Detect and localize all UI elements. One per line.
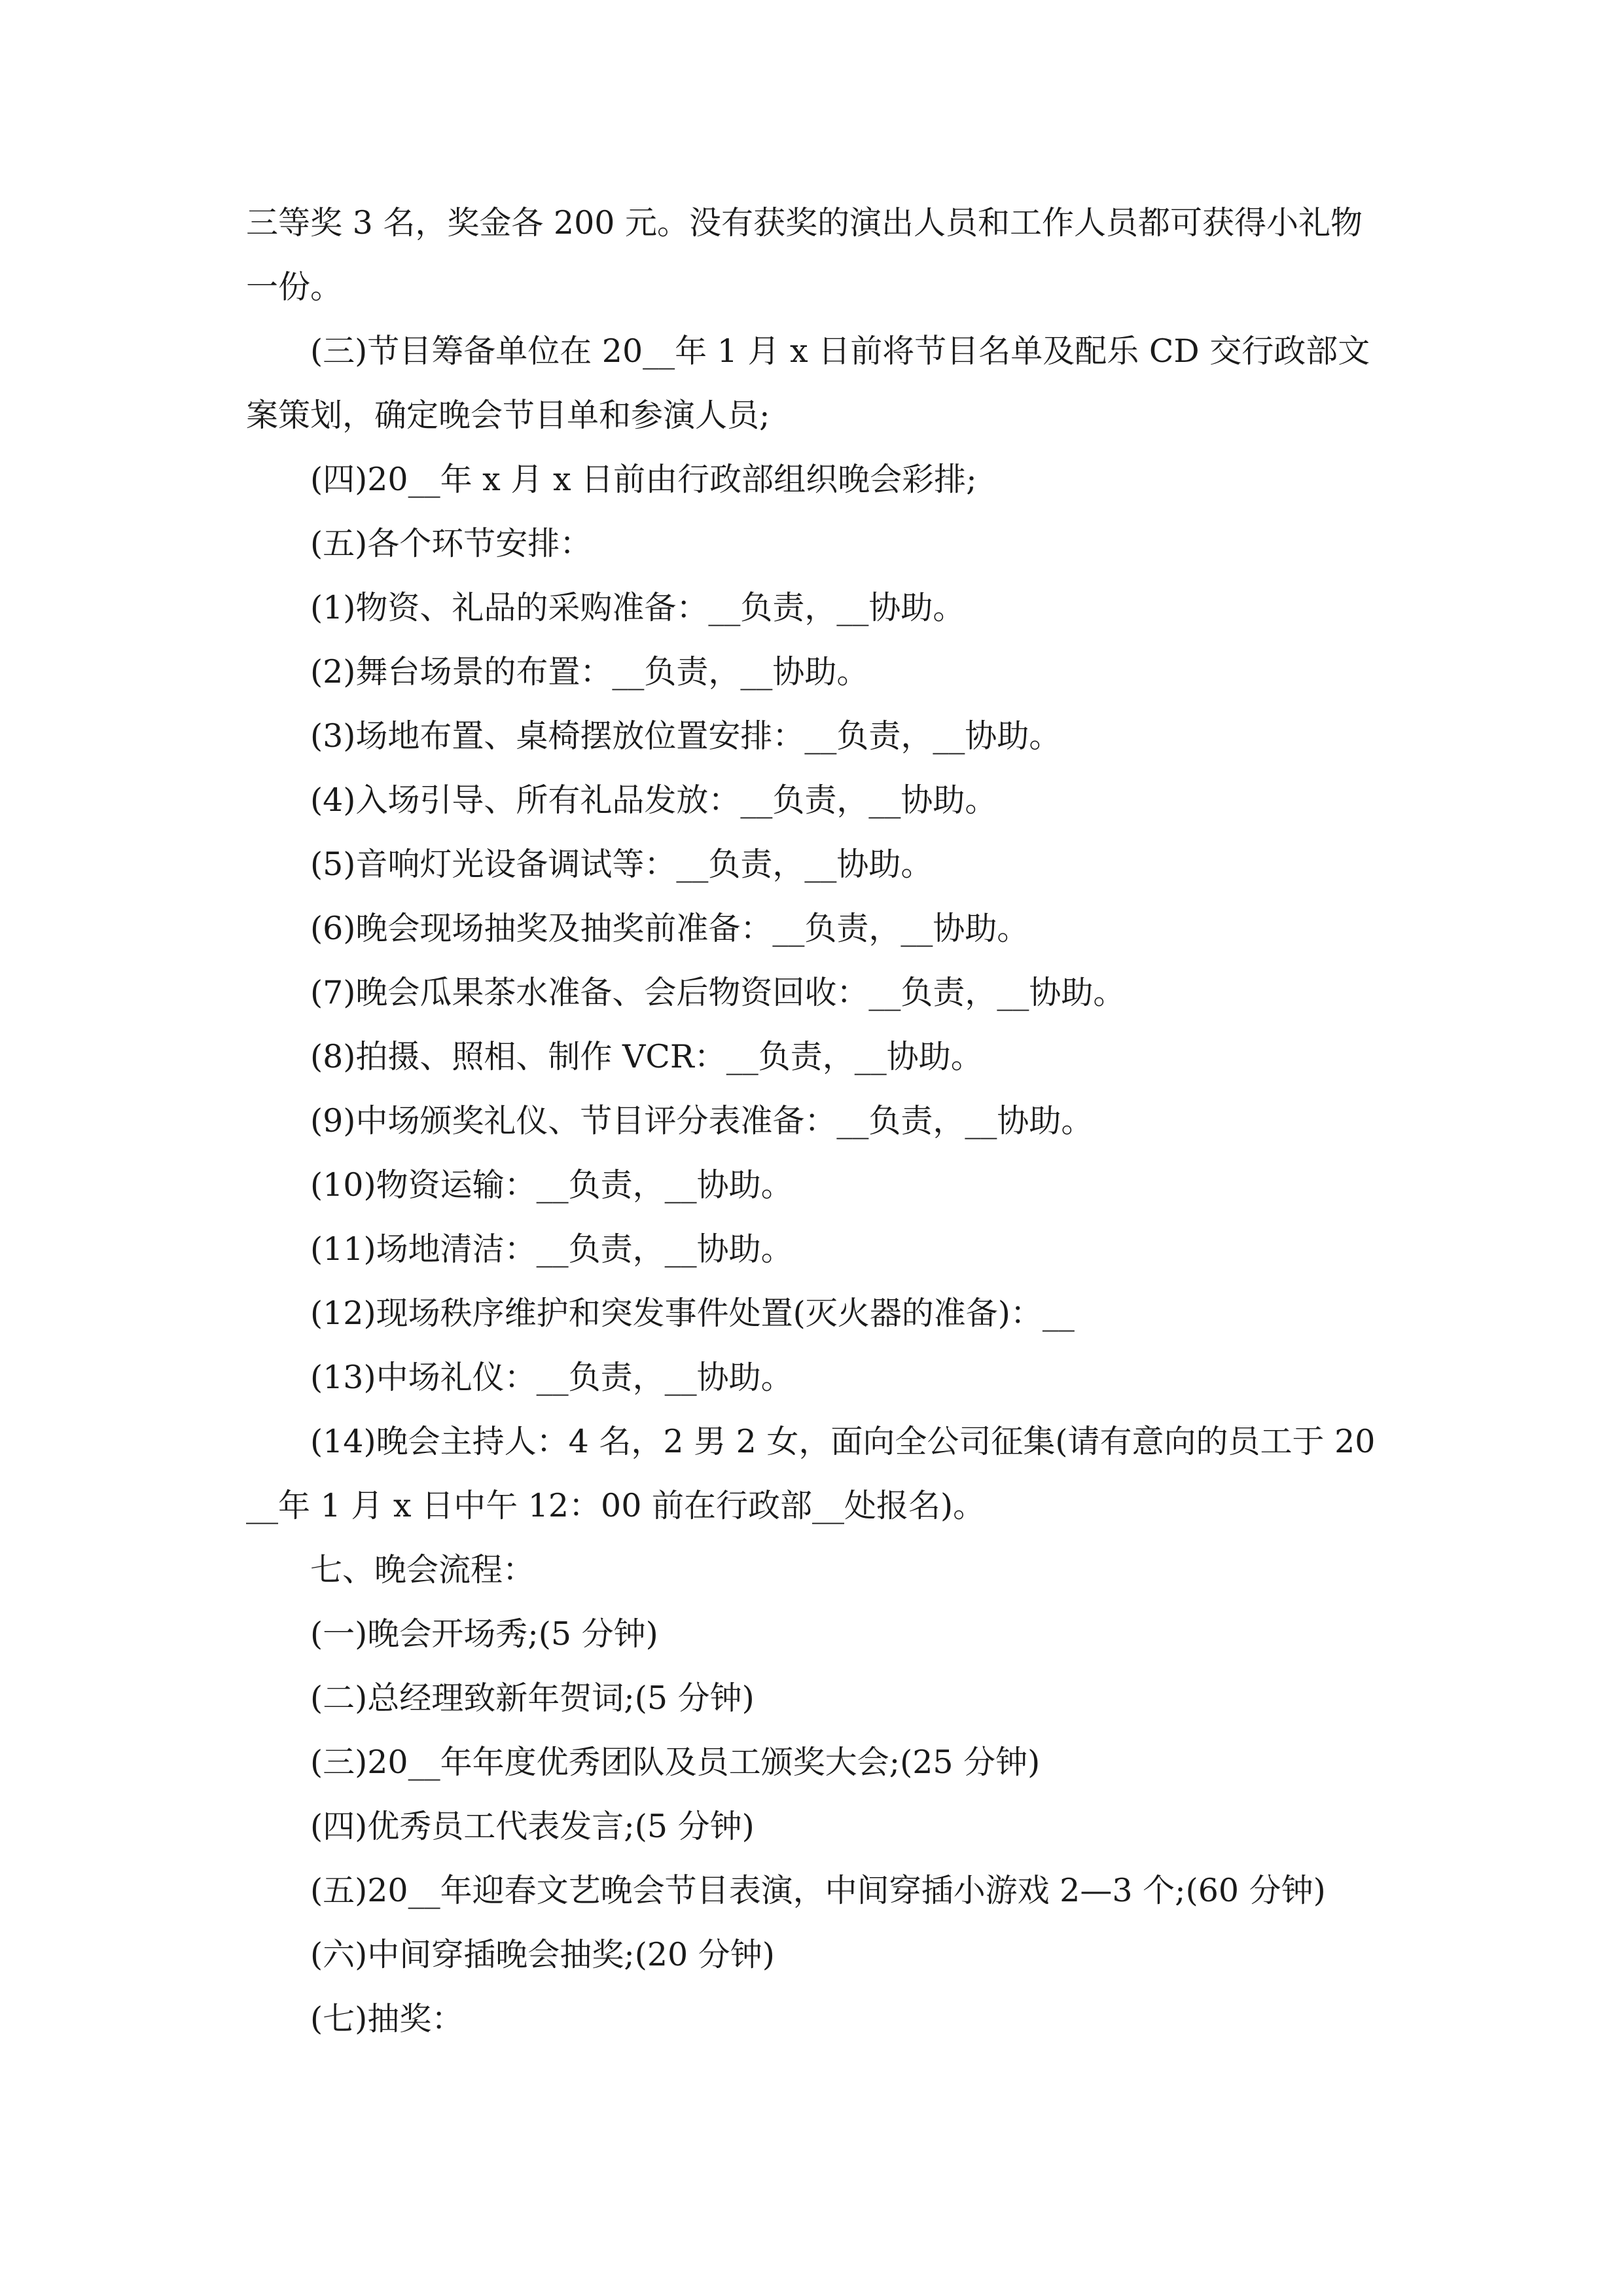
flow-item-gm-speech: (二)总经理致新年贺词;(5 分钟) — [310, 1679, 755, 1717]
list-item-venue-layout: (3)场地布置、桌椅摆放位置安排：__负责，__协助。 — [310, 717, 1061, 755]
list-item-etiquette: (13)中场礼仪：__负责，__协助。 — [310, 1359, 793, 1396]
flow-item-draw: (七)抽奖： — [310, 2000, 464, 2037]
flow-item-opening: (一)晚会开场秀;(5 分钟) — [310, 1615, 658, 1653]
paragraph-rehearsal: (四)20__年 x 月 x 日前由行政部组织晚会彩排; — [310, 461, 977, 498]
list-item-stage-setup: (2)舞台场景的布置：__负责，__协助。 — [310, 653, 869, 691]
list-item-security: (12)现场秩序维护和突发事件处置(灭火器的准备)：__ — [310, 1295, 1075, 1332]
flow-item-awards: (三)20__年年度优秀团队及员工颁奖大会;(25 分钟) — [310, 1744, 1041, 1781]
list-item-filming: (8)拍摄、照相、制作 VCR：__负责，__协助。 — [310, 1038, 983, 1075]
list-item-refreshments: (7)晚会瓜果茶水准备、会后物资回收：__负责，__协助。 — [310, 974, 1126, 1011]
document-body — [246, 191, 1378, 2051]
paragraph-prize-continuation: 三等奖 3 名，奖金各 200 元。没有获奖的演出人员和工作人员都可获得小礼物一份。 — [246, 204, 1363, 306]
flow-item-employee-speech: (四)优秀员工代表发言;(5 分钟) — [310, 1808, 755, 1845]
list-item-purchasing: (1)物资、礼品的采购准备：__负责，__协助。 — [310, 589, 965, 626]
section-heading-flow: 七、晚会流程： — [310, 1551, 535, 1588]
list-item-award-etiquette: (9)中场颁奖礼仪、节目评分表准备：__负责，__协助。 — [310, 1102, 1094, 1139]
flow-item-performances: (五)20__年迎春文艺晚会节目表演，中间穿插小游戏 2—3 个;(60 分钟) — [310, 1872, 1326, 1909]
paragraph-arrangements-heading: (五)各个环节安排： — [310, 525, 592, 562]
flow-item-lottery: (六)中间穿插晚会抽奖;(20 分钟) — [310, 1936, 775, 1973]
list-item-lottery-prep: (6)晚会现场抽奖及抽奖前准备：__负责，__协助。 — [310, 910, 1029, 947]
list-item-sound-lighting: (5)音响灯光设备调试等：__负责，__协助。 — [310, 846, 933, 883]
list-item-entry-guidance: (4)入场引导、所有礼品发放：__负责，__协助。 — [310, 781, 997, 819]
list-item-cleaning: (11)场地清洁：__负责，__协助。 — [310, 1230, 793, 1268]
paragraph-program-preparation: (三)节目筹备单位在 20__年 1 月 x 日前将节目名单及配乐 CD 交行政部文案策划，确定晚会节目单和参演人员; — [246, 332, 1370, 434]
list-item-transport: (10)物资运输：__负责，__协助。 — [310, 1166, 793, 1204]
list-item-hosts: (14)晚会主持人：4 名，2 男 2 女，面向全公司征集(请有意向的员工于 20__年 1 月 x 日中午 12：00 前在行政部__处报名)。 — [246, 1423, 1376, 1524]
